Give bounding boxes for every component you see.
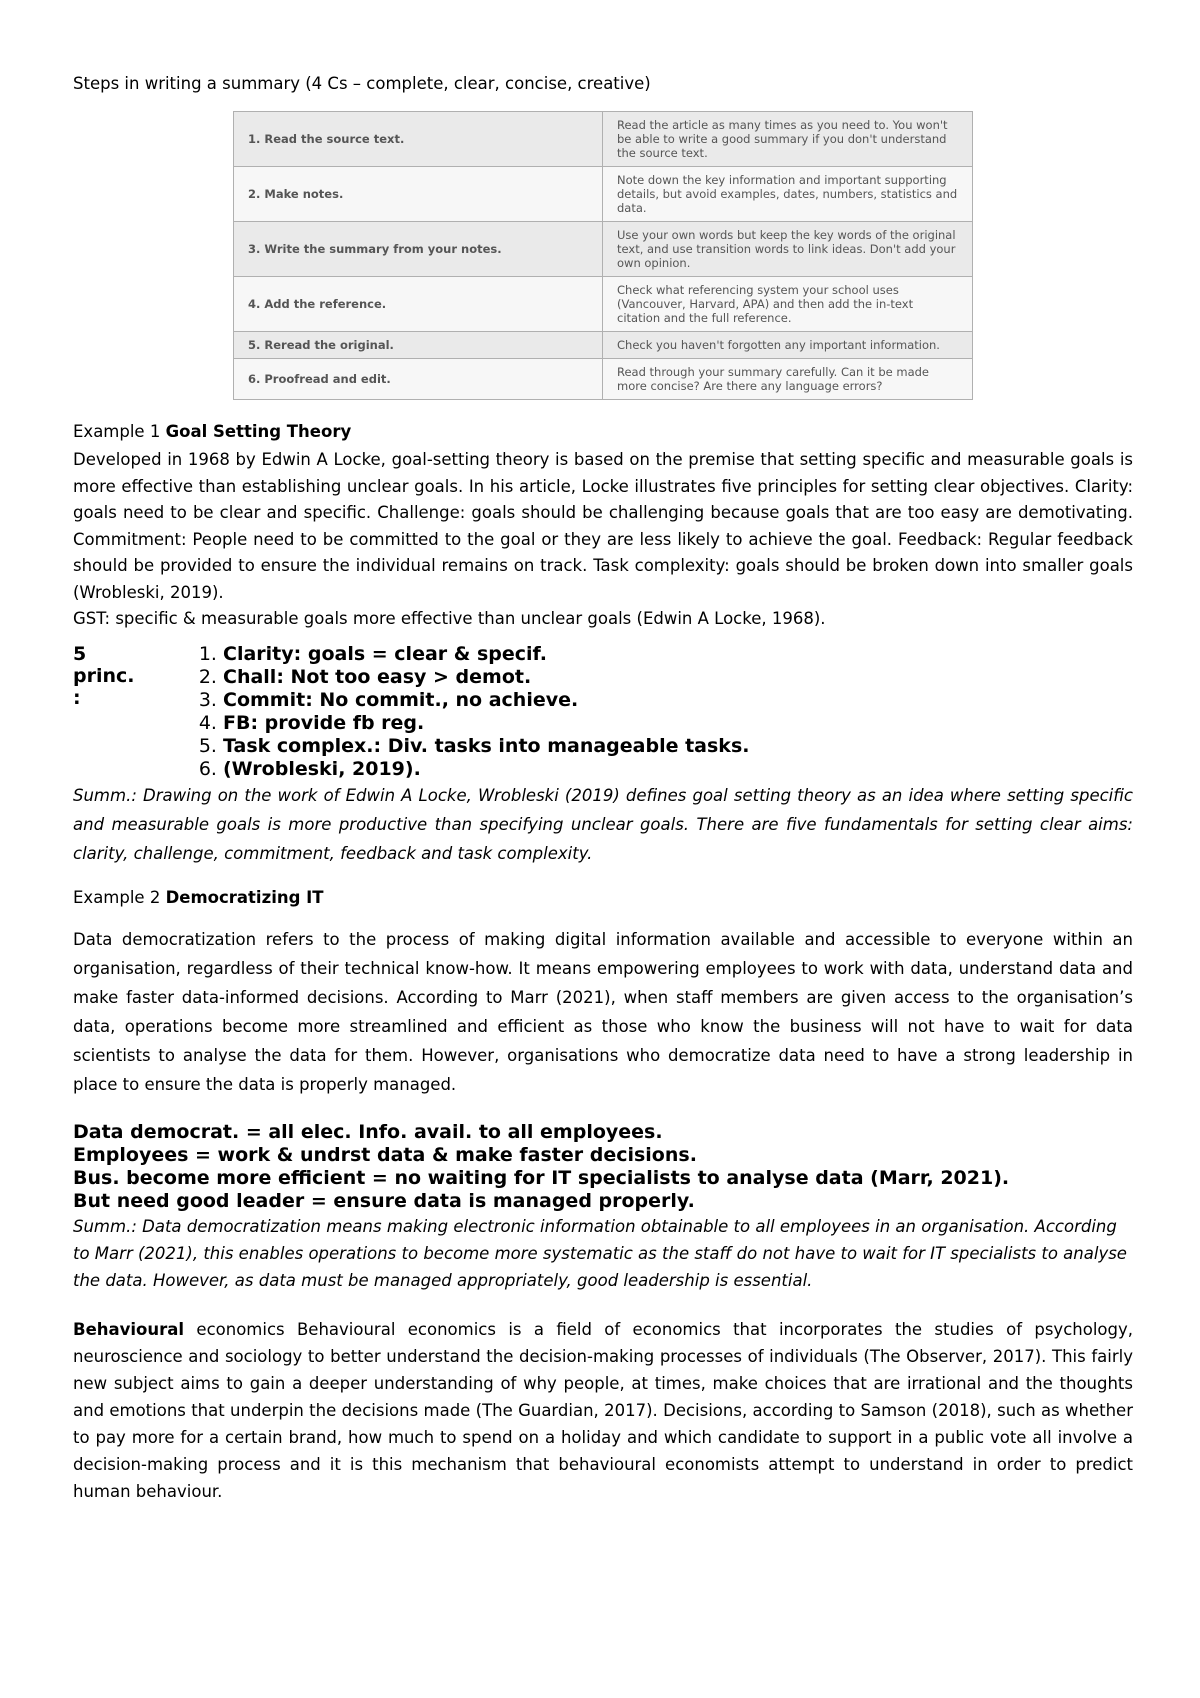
step-label: 4. Add the reference.	[234, 277, 603, 332]
note-line: Data democrat. = all elec. Info. avail. to all employees.	[73, 1120, 663, 1143]
table-row	[234, 112, 973, 167]
example1-notes	[73, 643, 1133, 781]
document-page	[73, 60, 1133, 1505]
example2-prefix: Example 2	[73, 887, 166, 907]
step-label: 3. Write the summary from your notes.	[234, 222, 603, 277]
step-label: 2. Make notes.	[234, 167, 603, 222]
example1-prefix: Example 1	[73, 422, 166, 441]
behavioural-title: Behavioural	[73, 1319, 185, 1339]
step-description: Read the article as many times as you need to. You won't be able to write a good summary if you don't understand the source text.	[603, 112, 973, 167]
step-description: Check you haven't forgotten any important information.	[603, 332, 973, 359]
step-label: 6. Proofread and edit.	[234, 359, 603, 400]
step-description: Use your own words but keep the key words of the original text, and use transition words to link ideas. Don't add your own opinion.	[603, 222, 973, 277]
step-description: Check what referencing system your school uses (Vancouver, Harvard, APA) and then add the in-text citation and the full reference.	[603, 277, 973, 332]
list-item: 1. Clarity: goals = clear & specif.	[223, 643, 749, 666]
behavioural-paragraph	[73, 1316, 1133, 1505]
list-item: 6. (Wrobleski, 2019).	[223, 758, 749, 781]
page-heading: Steps in writing a summary (4 Cs – complete, clear, concise, creative)	[73, 74, 651, 93]
list-item: 3. Commit: No commit., no achieve.	[223, 689, 749, 712]
example1-summary: Summ.: Drawing on the work of Edwin A Locke, Wrobleski (2019) defines goal setting theory as an idea where setting specific and measurable goals is more productive than specifying unclear goals. There are five fundamentals for setting clear aims: clarity, challenge, commitment, feedback and task complexity.	[73, 785, 1133, 863]
example2-body: Data democratization refers to the process of making digital information available and accessible to everyone within an organisation, regardless of their technical know-how. It means empowering employees to work with data, understand data and make faster data-informed decisions. According to Marr (2021), when staff members are given access to the organisation’s data, operations become more streamlined and efficient as those who know the business will not have to wait for data scientists to analyse the data for them. However, organisations who democratize data need to have a strong leadership in place to ensure the data is properly managed.	[73, 929, 1133, 1094]
table-row	[234, 222, 973, 277]
table-row	[234, 359, 973, 400]
table-row	[234, 277, 973, 332]
note-line: But need good leader = ensure data is managed properly.	[73, 1189, 695, 1212]
step-description: Note down the key information and important supporting details, but avoid examples, dates, numbers, statistics and data.	[603, 167, 973, 222]
summary-steps-table	[233, 111, 973, 400]
step-label: 1. Read the source text.	[234, 112, 603, 167]
example1-gst-line: GST: specific & measurable goals more effective than unclear goals (Edwin A Locke, 1968).	[73, 609, 826, 628]
example1-heading	[73, 422, 1133, 441]
example2-notes	[73, 1121, 1133, 1213]
example1-title: Goal Setting Theory	[165, 422, 352, 441]
table-row	[234, 332, 973, 359]
example2-title: Democratizing IT	[165, 887, 324, 907]
note-line: Bus. become more efficient = no waiting for IT specialists to analyse data (Marr, 2021).	[73, 1166, 1010, 1189]
example1-body: Developed in 1968 by Edwin A Locke, goal-setting theory is based on the premise that setting specific and measurable goals is more effective than establishing unclear goals. In his article, Locke illustrates five principles for setting clear objectives. Clarity: goals need to be clear and specific. Challenge: goals should be challenging because goals that are too easy are demotivating. Commitment: People need to be committed to the goal or they are less likely to achieve the goal. Feedback: Regular feedback should be provided to ensure the individual remains on track. Task complexity: goals should be broken down into smaller goals (Wrobleski, 2019).	[73, 450, 1133, 602]
notes-list	[183, 643, 749, 781]
note-line: Employees = work & undrst data & make faster decisions.	[73, 1143, 697, 1166]
example2-heading	[73, 888, 1133, 907]
behavioural-body: economics Behavioural economics is a field of economics that incorporates the studies of psychology, neuroscience and sociology to better understand the decision-making processes of individuals (The Observer, 2017). This fairly new subject aims to gain a deeper understanding of why people, at times, make choices that are irrational and the thoughts and emotions that underpin the decisions made (The Guardian, 2017). Decisions, according to Samson (2018), such as whether to pay more for a certain brand, how much to spend on a holiday and which candidate to support in a public vote all involve a decision-making process and it is this mechanism that behavioural economists attempt to understand in order to predict human behaviour.	[73, 1319, 1133, 1501]
example2-summary: Summ.: Data democratization means making electronic information obtainable to all employees in an organisation. According to Marr (2021), this enables operations to become more systematic as the staff do not have to wait for IT specialists to analyse the data. However, as data must be managed appropriately, good leadership is essential.	[73, 1216, 1127, 1290]
notes-label: 5 princ. :	[73, 642, 135, 709]
list-item: 2. Chall: Not too easy > demot.	[223, 666, 749, 689]
step-label: 5. Reread the original.	[234, 332, 603, 359]
list-item: 5. Task complex.: Div. tasks into manageable tasks.	[223, 735, 749, 758]
list-item: 4. FB: provide fb reg.	[223, 712, 749, 735]
step-description: Read through your summary carefully. Can it be made more concise? Are there any language errors?	[603, 359, 973, 400]
table-row	[234, 167, 973, 222]
